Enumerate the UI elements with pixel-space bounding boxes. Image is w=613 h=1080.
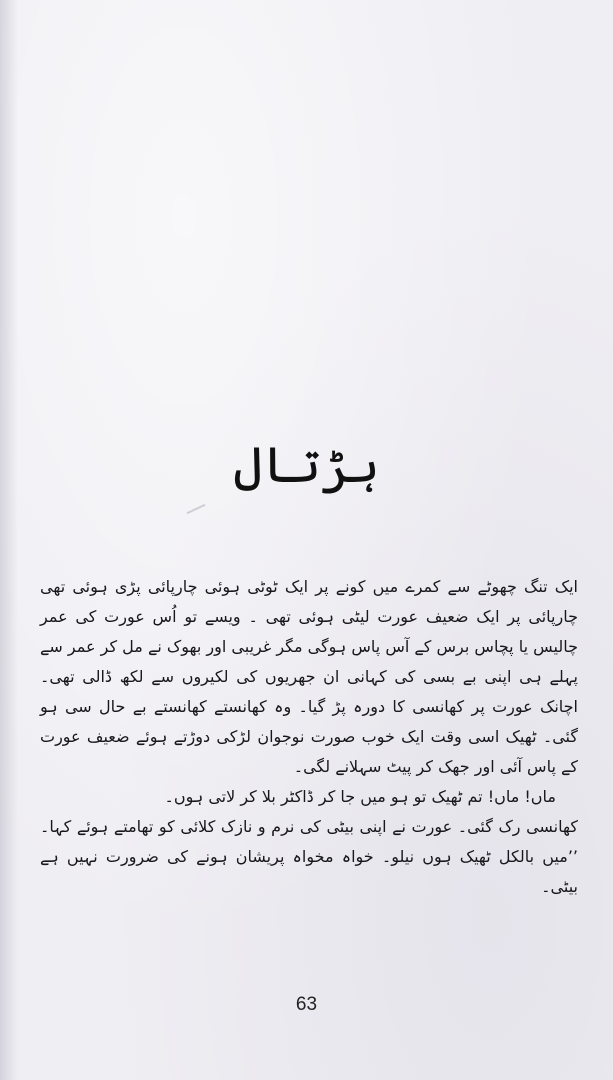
paragraph-3: کھانسی رک گئی۔ عورت نے اپنی بیٹی کی نرم و نازک کلائی کو تھامتے ہوئے کہا۔ ’’میں بالکل ٹھیک ہوں نیلو۔ خواہ مخواہ پریشان ہونے کی ضرورت نہیں ہے بیٹی۔ [40,817,578,896]
chapter-title: ہڑتال [233,436,380,494]
paragraph-1: ایک تنگ چھوٹے سے کمرے میں کونے پر ایک ٹوٹی ہوئی چارپائی پڑی ہوئی تھی چارپائی پر ایک ضعیف عورت لیٹی ہوئی تھی ۔ ویسے تو اُس عورت کی عمر چالیس یا پچاس برس کے آس پاس ہوگی مگر غریبی اور بھوک نے مل کر عمر سے پہلے ہی اپنی بے بسی کی کہانی ان جھریوں کی لکیروں سے لکھ ڈالی تھی۔ اچانک عورت پر کھانسی کا دورہ پڑ گیا۔ وہ کھانستے کھانستے بے حال سی ہو گئی۔ ٹھیک اسی وقت ایک خوب صورت نوجوان لڑکی دوڑتے ہوئے ضعیف عورت کے پاس آئی اور جھک کر پیٹ سہلانے لگی۔ [40,577,578,776]
page-edge-shadow [0,0,18,1080]
body-text [40,572,578,902]
paragraph-2: ماں! ماں! تم ٹھیک تو ہو میں جا کر ڈاکٹر بلا کر لاتی ہوں۔ [164,787,556,806]
page-number: 63 [295,994,318,1015]
scan-speck [187,504,206,514]
